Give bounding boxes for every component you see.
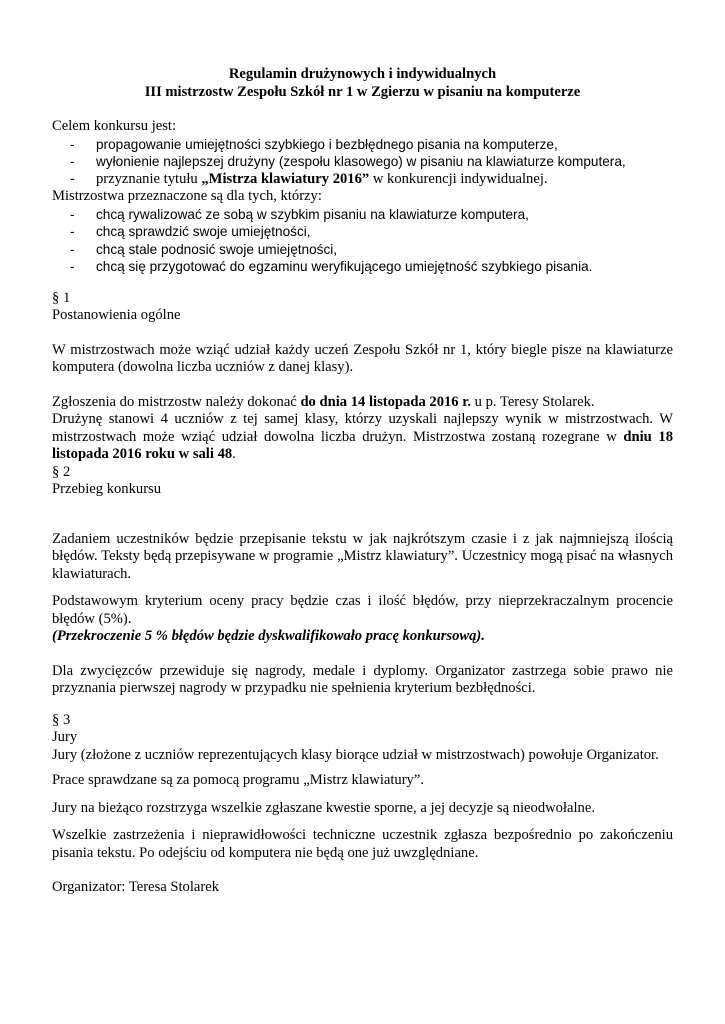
section-3-paragraph-4: Wszelkie zastrzeżenia i nieprawidłowości techniczne uczestnik zgłasza bezpośrednio po zakończeniu pisania tekstu. Po odejściu od komputera nie będą one już uwzględniane. <box>52 827 673 861</box>
section-2-paragraph-2: Podstawowym kryterium oceny pracy będzie czas i ilość błędów, przy nieprzekraczalnym procencie błędów (5%). <box>52 593 673 627</box>
document-title-line-1: Regulamin drużynowych i indywidualnych <box>228 66 497 82</box>
section-3-paragraph-1: Jury (złożone z uczniów reprezentujących klasy biorące udział w mistrzostwach) powołuje Organizator. <box>52 746 659 763</box>
section-2-paragraph-3: Dla zwycięzców przewiduje się nagrody, medale i dyplomy. Organizator zastrzega sobie prawo nie przyznania pierwszej nagrody w przypadku nie spełnienia kryterium bezbłędności. <box>52 662 673 696</box>
section-1-paragraph-2: Zgłoszenia do mistrzostw należy dokonać do dnia 14 listopada 2016 r. u p. Teresy Stolarek. <box>52 393 595 410</box>
section-3-title: Jury <box>52 729 78 745</box>
audience-item: - chcą sprawdzić swoje umiejętności, <box>52 223 673 241</box>
document-page <box>52 66 673 897</box>
section-1-number: § 1 <box>52 289 71 306</box>
audience-list <box>52 206 673 276</box>
goals-heading: Celem konkursu jest: <box>52 118 177 134</box>
section-3-paragraph-3: Jury na bieżąco rozstrzyga wszelkie zgłaszane kwestie sporne, a jej decyzje są nieodwołalne. <box>52 799 595 816</box>
section-3-paragraph-2: Prace sprawdzane są za pomocą programu „Mistrz klawiatury”. <box>52 772 424 788</box>
goals-list <box>52 136 673 189</box>
goal-item: - propagowanie umiejętności szybkiego i bezbłędnego pisania na komputerze, <box>52 136 673 154</box>
audience-item: - chcą rywalizować ze sobą w szybkim pisaniu na klawiaturze komputera, <box>52 206 673 224</box>
audience-item: - chcą się przygotować do egzaminu weryfikującego umiejętność szybkiego pisania. <box>52 258 673 276</box>
audience-heading: Mistrzostwa przeznaczone są dla tych, którzy: <box>52 188 322 204</box>
section-3-number: § 3 <box>52 711 71 728</box>
section-2-disqualification-note: (Przekroczenie 5 % błędów będzie dyskwalifikowało pracę konkursową). <box>52 628 485 644</box>
goal-item: - wyłonienie najlepszej drużyny (zespołu klasowego) w pisaniu na klawiaturze komputera, <box>52 153 673 171</box>
section-2-number: § 2 <box>52 463 71 480</box>
document-title-line-2: III mistrzostw Zespołu Szkół nr 1 w Zgierzu w pisaniu na komputerze <box>144 83 581 100</box>
goal-item: - przyznanie tytułu „Mistrza klawiatury 2016” w konkurencji indywidualnej. <box>52 171 673 189</box>
section-1-title: Postanowienia ogólne <box>52 307 181 323</box>
section-1-paragraph-3: Drużynę stanowi 4 uczniów z tej samej klasy, którzy uzyskali najlepszy wynik w mistrzostwach. W mistrzostwach może wziąć udział dowolna liczba drużyn. Mistrzostwa zostaną rozegrane w dniu 18 listopada 2016 roku w sali 48. <box>52 411 673 462</box>
section-2-paragraph-1: Zadaniem uczestników będzie przepisanie tekstu w jak najkrótszym czasie i z jak najmniejszą ilością błędów. Teksty będą przepisywane w programie „Mistrz klawiatury”. Uczestnicy mogą pisać na własnych klawiaturach. <box>52 530 673 582</box>
section-1-paragraph-1: W mistrzostwach może wziąć udział każdy uczeń Zespołu Szkół nr 1, który biegle pisze na klawiaturze komputera (dowolna liczba uczniów z danej klasy). <box>52 341 673 375</box>
audience-item: - chcą stale podnosić swoje umiejętności, <box>52 241 673 259</box>
organizer-signature: Organizator: Teresa Stolarek <box>52 879 220 895</box>
section-2-title: Przebieg konkursu <box>52 481 162 497</box>
